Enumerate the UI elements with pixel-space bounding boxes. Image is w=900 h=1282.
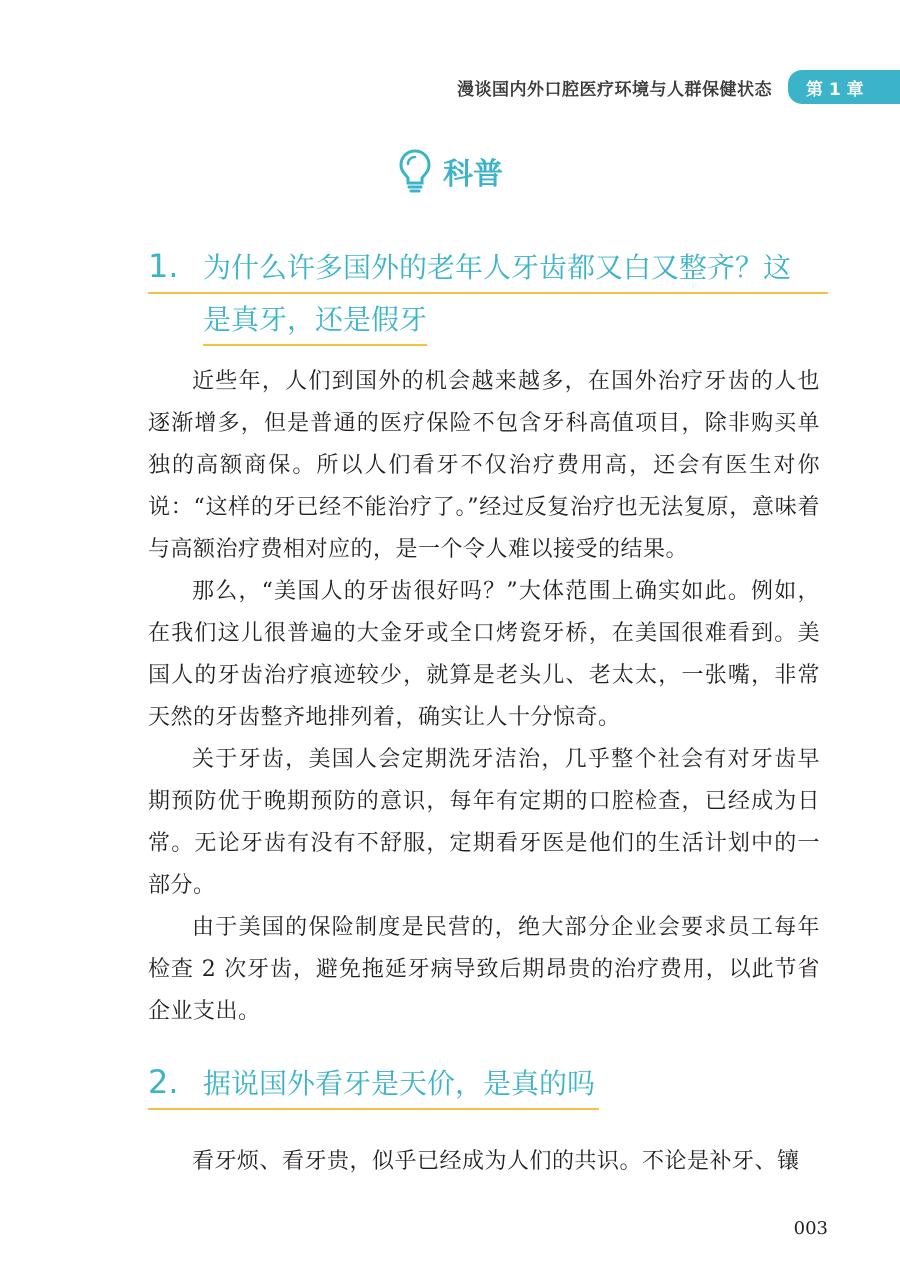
page-number: 003 (793, 1218, 828, 1239)
question-number: 1. (148, 247, 179, 285)
body-paragraph: 那么，“美国人的牙齿很好吗？”大体范围上确实如此。例如，在我们这儿很普遍的大金牙或全口烤瓷牙桥，在美国很难看到。美国人的牙齿治疗痕迹较少，就算是老头儿、老太太，一张嘴，非常天然的牙齿整齐地排列着，确实让人十分惊奇。 (148, 579, 820, 730)
body-paragraph: 近些年，人们到国外的机会越来越多，在国外治疗牙齿的人也逐渐增多，但是普通的医疗保险不包含牙科高值项目，除非购买单独的高额商保。所以人们看牙不仅治疗费用高，还会有医生对你说：“这样的牙已经不能治疗了。”经过反复治疗也无法复原，意味着与高额治疗费相对应的，是一个令人难以接受的结果。 (148, 369, 820, 562)
body-paragraph: 关于牙齿，美国人会定期洗牙洁治，几乎整个社会有对牙齿早期预防优于晚期预防的意识，每年有定期的口腔检查，已经成为日常。无论牙齿有没有不舒服，定期看牙医是他们的生活计划中的一部分。 (148, 747, 820, 898)
question-heading-line (203, 298, 427, 346)
body-paragraph: 看牙烦、看牙贵，似乎已经成为人们的共识。不论是补牙、镶 (192, 1149, 800, 1174)
question-title-line2: 是真牙，还是假牙 (203, 303, 428, 336)
question-title-line1: 据说国外看牙是天价，是真的吗 (203, 1067, 596, 1100)
question-number: 2. (148, 1063, 179, 1101)
question-heading-line (148, 246, 828, 294)
running-header (457, 70, 900, 104)
section-label: 科普 (443, 157, 503, 192)
section-heading (0, 148, 900, 194)
question-title-line1: 为什么许多国外的老年人牙齿都又白又整齐？这 (203, 251, 792, 284)
chapter-title: 漫谈国内外口腔医疗环境与人群保健状态 (457, 79, 772, 100)
lightbulb-icon (397, 148, 433, 194)
question-heading-line (148, 1062, 599, 1110)
chapter-tab: 第 1 章 (788, 70, 900, 104)
question-heading-1 (148, 246, 828, 346)
question-heading-2 (148, 1062, 599, 1110)
body-paragraph: 由于美国的保险制度是民营的，绝大部分企业会要求员工每年检查 2 次牙齿，避免拖延牙病导致后期昂贵的治疗费用，以此节省企业支出。 (148, 915, 820, 1024)
